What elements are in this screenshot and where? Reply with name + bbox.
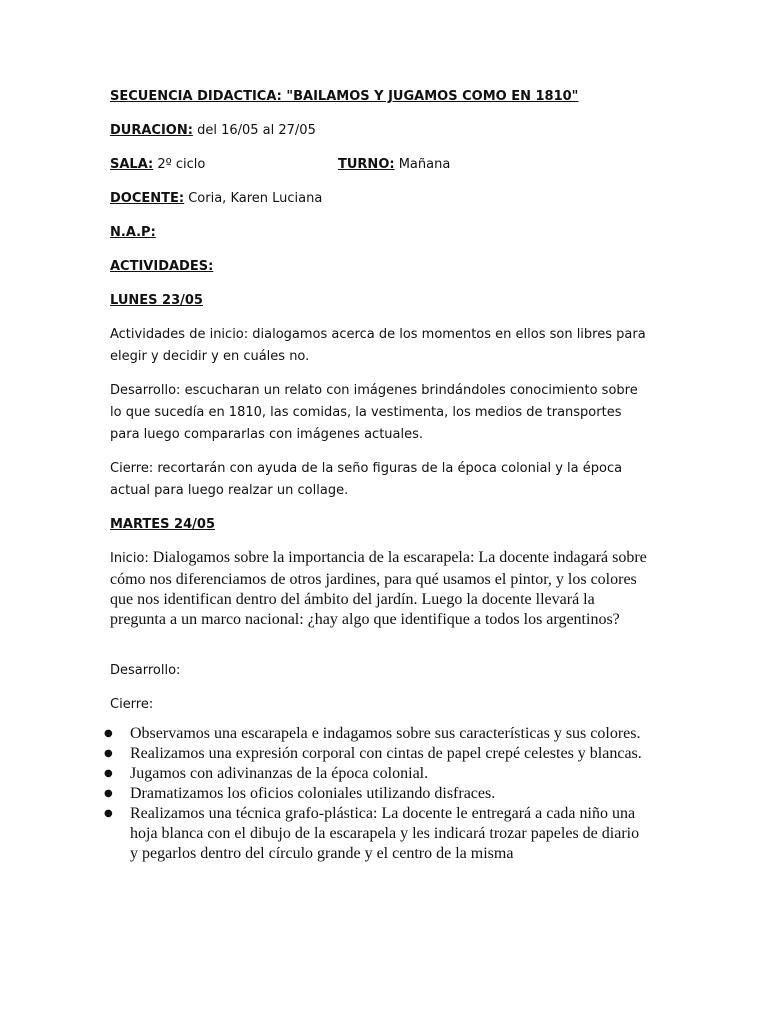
sala-label: SALA: [110,157,154,172]
bullet-icon: ● [104,728,113,739]
martes-heading: MARTES 24/05 [110,517,215,532]
list-item: ● Jugamos con adivinanzas de la época colonial. [104,765,429,782]
turno-field [338,154,450,176]
duracion-label: DURACION: [110,123,193,138]
list-item: ● Dramatizamos los oficios coloniales utilizando disfraces. [104,785,496,802]
actividades-heading: ACTIVIDADES: [110,259,214,274]
docente-label: DOCENTE: [110,191,185,206]
docente-line [110,188,650,210]
martes-cierre-label: Cierre: [110,697,154,712]
document-title: SECUENCIA DIDACTICA: "BAILAMOS Y JUGAMOS COMO EN 1810" [110,89,579,104]
duracion-line [110,120,650,142]
martes-inicio-label: Inicio: [110,551,149,566]
bullet-icon: ● [104,748,113,759]
lunes-inicio-paragraph: Actividades de inicio: dialogamos acerca de los momentos en ellos son libres para elegir y decidir y en cuáles no. [110,327,646,364]
lunes-heading: LUNES 23/05 [110,293,203,308]
martes-activity-list [104,724,650,864]
sala-field [110,157,205,172]
sala-turno-line [110,154,650,176]
martes-desarrollo-label: Desarrollo: [110,663,181,678]
turno-label: TURNO: [338,157,395,172]
document-page [104,86,650,864]
list-item: ● Realizamos una técnica grafo-plástica: La docente le entregará a cada niño una hoja blanca con el dibujo de la escarapela y les indicará trozar papeles de diario y pegarlos dentro del círculo grande y el centro de la misma [104,805,640,862]
lunes-cierre-paragraph: Cierre: recortarán con ayuda de la seño figuras de la época colonial y la época actual para luego realzar un collage. [110,461,623,498]
sala-value: 2º ciclo [153,157,206,172]
docente-value: Coria, Karen Luciana [184,191,323,206]
martes-inicio-paragraph [110,548,650,630]
bullet-icon: ● [104,768,113,779]
bullet-icon: ● [104,788,113,799]
list-item: ● Realizamos una expresión corporal con cintas de papel crepé celestes y blancas. [104,745,642,762]
list-item: ● Observamos una escarapela e indagamos sobre sus características y sus colores. [104,725,641,742]
lunes-desarrollo-paragraph: Desarrollo: escucharan un relato con imágenes brindándoles conocimiento sobre lo que sucedía en 1810, las comidas, la vestimenta, los medios de transportes para luego compararlas con imágenes actuales. [110,383,638,442]
martes-inicio-text: Dialogamos sobre la importancia de la escarapela: La docente indagará sobre cómo nos diferenciamos de otros jardines, para qué usamos el pintor, y los colores que nos identifican dentro del ámbito del jardín. Luego la docente llevará la pregunta a un marco nacional: ¿hay algo que identifique a todos los argentinos? [110,549,647,628]
bullet-icon: ● [104,808,113,819]
nap-heading: N.A.P: [110,225,156,240]
turno-value: Mañana [394,157,451,172]
duracion-value: del 16/05 al 27/05 [192,123,316,138]
